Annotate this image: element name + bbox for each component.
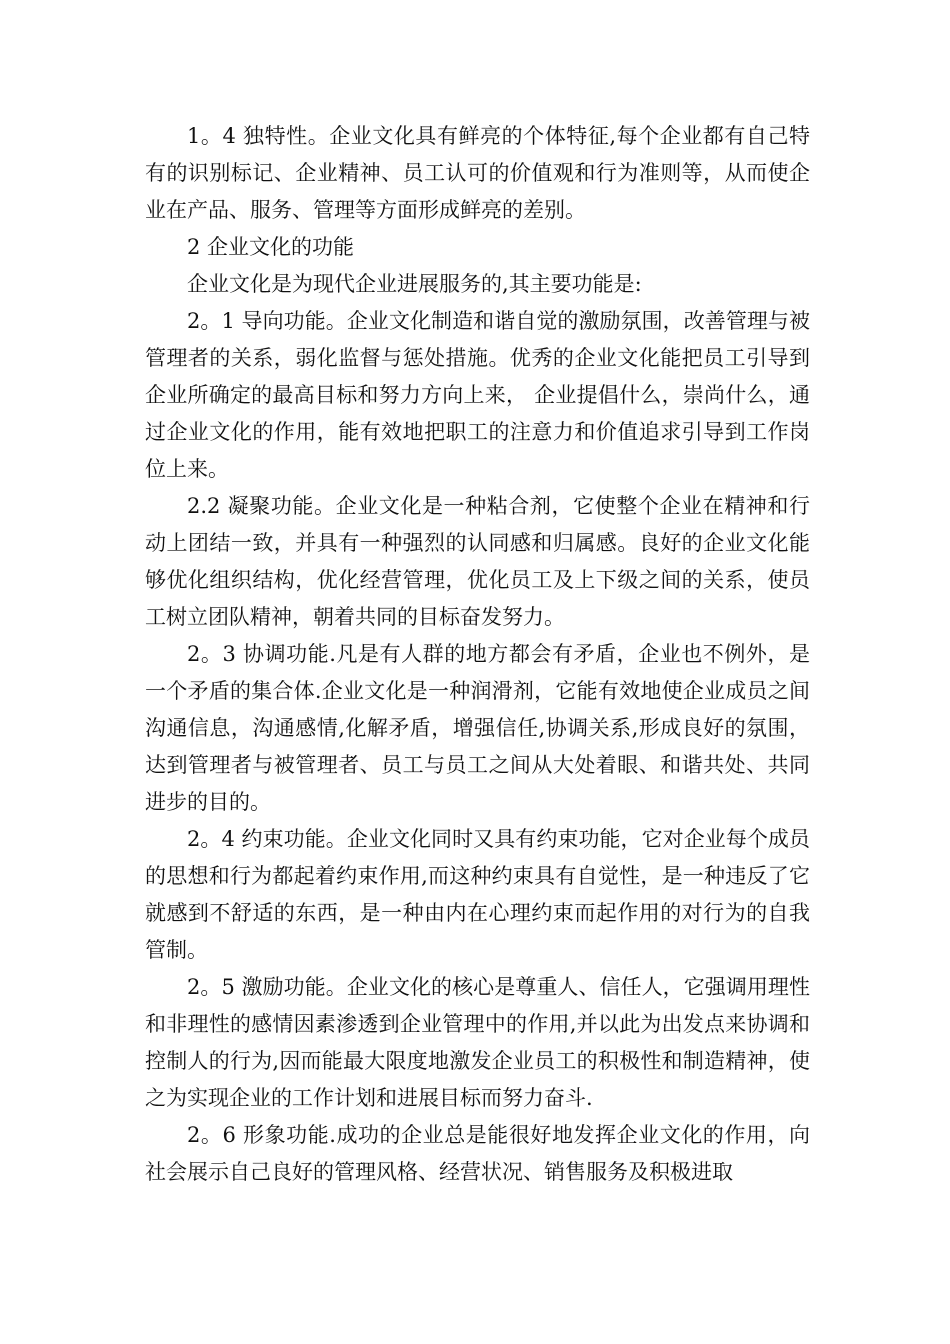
paragraph-2-6-image: 2。6 形象功能.成功的企业总是能很好地发挥企业文化的作用，向社会展示自己良好的管理风格、经营状况、销售服务及积极进取 [145,1123,810,1184]
paragraph-2-3-coordination: 2。3 协调功能.凡是有人群的地方都会有矛盾，企业也不例外，是一个矛盾的集合体.企业文化是一种润滑剂，它能有效地使企业成员之间沟通信息，沟通感情,化解矛盾，增强信任,协调关系,形成良好的氛围，达到管理者与被管理者、员工与员工之间从大处着眼、和谐共处、共同进步的目的。 [145,642,810,814]
paragraph-intro-functions: 企业文化是为现代企业进展服务的,其主要功能是: [187,272,642,296]
paragraph-2-2-cohesion: 2.2 凝聚功能。企业文化是一种粘合剂，它使整个企业在精神和行动上团结一致，并具有一种强烈的认同感和归属感。良好的企业文化能够优化组织结构，优化经营管理，优化员工及上下级之间的关系，使员工树立团队精神，朝着共同的目标奋发努力。 [145,494,810,629]
document-body [145,118,810,1191]
section-heading-2: 2 企业文化的功能 [187,235,355,259]
paragraph-2-5-motivation: 2。5 激励功能。企业文化的核心是尊重人、信任人，它强调用理性和非理性的感情因素渗透到企业管理中的作用,并以此为出发点来协调和控制人的行为,因而能最大限度地激发企业员工的积极性和制造精神，使之为实现企业的工作计划和进展目标而努力奋斗. [145,975,810,1110]
paragraph-2-4-constraint: 2。4 约束功能。企业文化同时又具有约束功能，它对企业每个成员的思想和行为都起着约束作用,而这种约束具有自觉性，是一种违反了它就感到不舒适的东西，是一种由内在心理约束而起作用的对行为的自我管制。 [145,827,810,962]
paragraph-1-4-uniqueness: 1。4 独特性。企业文化具有鲜亮的个体特征,每个企业都有自己特有的识别标记、企业精神、员工认可的价值观和行为准则等，从而使企业在产品、服务、管理等方面形成鲜亮的差别。 [145,124,810,222]
paragraph-2-1-guidance: 2。1 导向功能。企业文化制造和谐自觉的激励氛围，改善管理与被管理者的关系，弱化监督与惩处措施。优秀的企业文化能把员工引导到企业所确定的最高目标和努力方向上来， 企业提倡什么，崇尚什么，通过企业文化的作用，能有效地把职工的注意力和价值追求引导到工作岗位上来。 [145,309,810,481]
